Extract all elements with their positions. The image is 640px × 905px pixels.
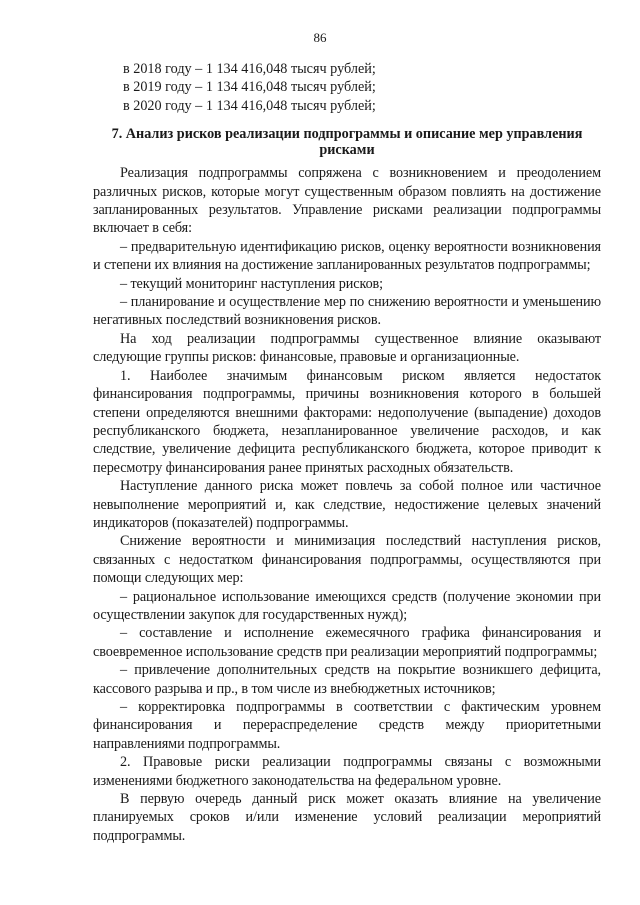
page-content: [93, 60, 601, 845]
list-item-planning: – планирование и осуществление мер по снижению вероятности и уменьшению негативных последствий возникновения рисков.: [93, 294, 601, 329]
budget-line-2018: в 2018 году – 1 134 416,048 тысяч рублей;: [123, 61, 376, 77]
paragraph-mitigation-intro: Снижение вероятности и минимизация последствий наступления рисков, связанных с недостатком финансирования подпрограммы, осуществляются при помощи следующих мер:: [93, 533, 601, 587]
section-heading: 7. Анализ рисков реализации подпрограммы и описание мер управления рисками: [111, 126, 583, 158]
list-item-monitoring: – текущий мониторинг наступления рисков;: [120, 275, 383, 292]
list-item-adjustment: – корректировка подпрограммы в соответствии с фактическим уровнем финансирования и перераспределение средств между приоритетными направлениями подпрограммы.: [93, 699, 601, 752]
list-item-rational-use: – рациональное использование имеющихся средств (получение экономии при осуществлении закупок для государственных нужд);: [93, 588, 601, 623]
paragraph-legal-risk-impact: В первую очередь данный риск может оказать влияние на увеличение планируемых сроков и/или изменение условий реализации мероприятий подпрограммы.: [93, 791, 601, 844]
list-item-additional-funds: – привлечение дополнительных средств на покрытие возникшего дефицита, кассового разрыва и пр., в том числе из внебюджетных источников;: [93, 662, 601, 697]
page-number: 86: [313, 30, 327, 45]
budget-line-2020: в 2020 году – 1 134 416,048 тысяч рублей;: [123, 97, 376, 114]
list-item-monthly-schedule: – составление и исполнение ежемесячного графика финансирования и своевременное использование средств при реализации мероприятий подпрограммы;: [93, 625, 601, 660]
paragraph-financial-risk: 1. Наиболее значимым финансовым риском является недостаток финансирования подпрограммы, причины возникновения которого в большей степени определяются внешними факторами: недополучение (выпадение) доходов республиканского бюджета, незапланированное увеличение расходов, и как следствие, увеличение дефицита республиканского бюджета, которое приводит к пересмотру финансирования ранее принятых расходных обязательств.: [93, 367, 601, 476]
paragraph-risk-consequences: Наступление данного риска может повлечь за собой полное или частичное невыполнение мероприятий и, как следствие, недостижение целевых значений индикаторов (показателей) подпрограммы.: [93, 478, 601, 531]
paragraph-risk-groups: На ход реализации подпрограммы существенное влияние оказывают следующие группы рисков: финансовые, правовые и организационные.: [93, 330, 601, 366]
budget-line-2019: в 2019 году – 1 134 416,048 тысяч рублей;: [123, 79, 376, 96]
list-item-identification: – предварительную идентификацию рисков, оценку вероятности возникновения и степени их влияния на достижение запланированных результатов подпрограммы;: [93, 238, 601, 274]
paragraph-intro: Реализация подпрограммы сопряжена с возникновением и преодолением различных рисков, которые могут существенным образом повлиять на достижение запланированных результатов. Управление рисками реализации подпрограммы включает в себя:: [93, 165, 601, 237]
paragraph-legal-risk: 2. Правовые риски реализации подпрограммы связаны с возможными изменениями бюджетного законодательства на федеральном уровне.: [93, 754, 601, 789]
budget-list: [123, 60, 601, 115]
